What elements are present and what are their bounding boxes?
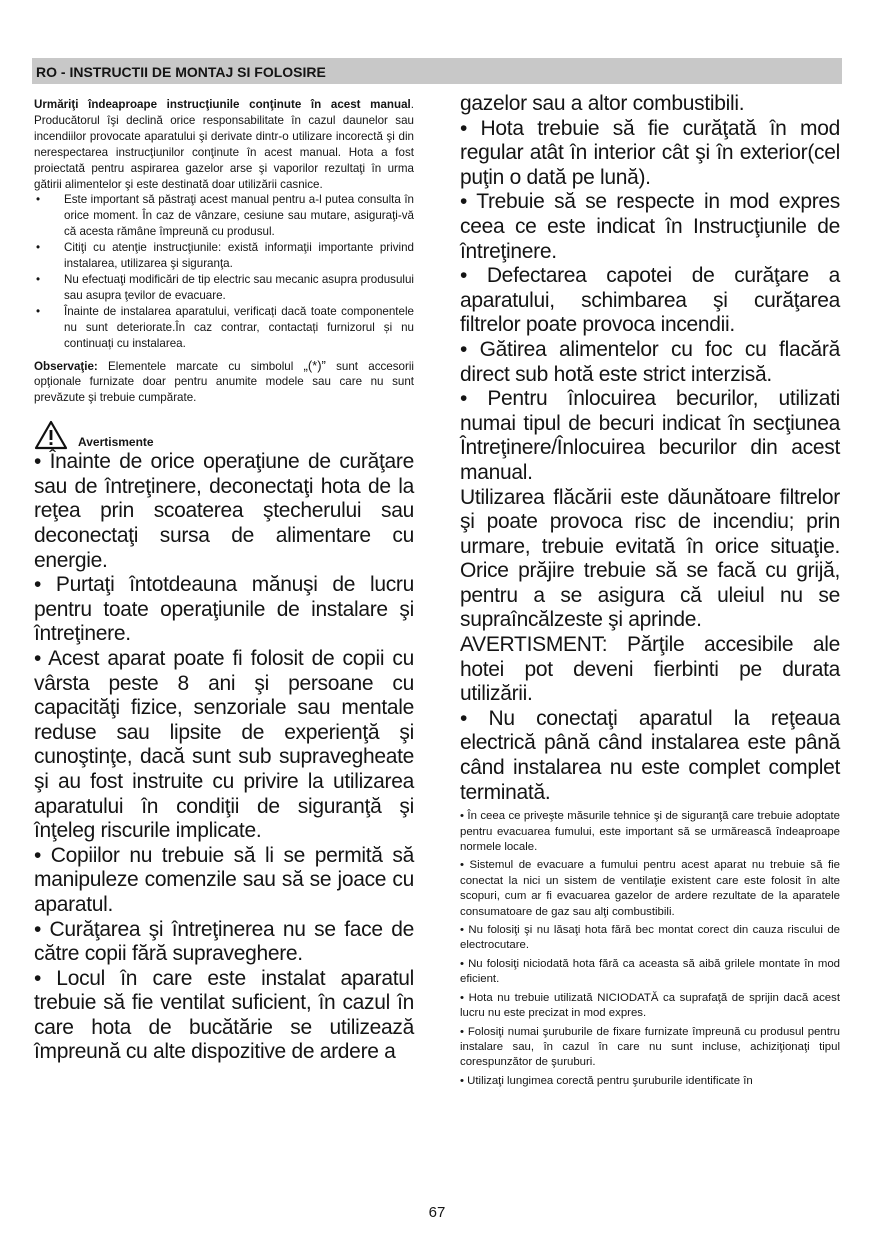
warning-paragraph: gazelor sau a altor combustibili. (460, 92, 745, 115)
warnings-left-text (34, 450, 414, 1065)
warning-paragraph: • Curăţarea şi întreţinerea nu se face de către copii fără supraveghere. (34, 917, 414, 966)
intro-bullet-list (34, 192, 414, 351)
note-paragraph: • În ceea ce priveşte măsurile tehnice şi de siguranţă care trebuie adoptate pentru evacuarea fumului, este important să se urmărească îndeaproape normele locale. (460, 810, 840, 854)
warning-triangle-icon (34, 420, 68, 450)
warning-paragraph: • Defectarea capotei de curăţare a aparatului, schimbarea şi curăţarea filtrelor poate provoca incendii. (460, 264, 840, 337)
note-paragraph: • Hota nu trebuie utilizată NICIODATĂ ca suprafaţă de sprijin dacă acest lucru nu este precizat in mod expres. (460, 991, 840, 1020)
observation-note (34, 358, 414, 407)
left-column (34, 97, 414, 1065)
intro-paragraph (34, 97, 414, 192)
note-paragraph: • Nu folosiţi şi nu lăsaţi hota fără bec montat corect din cauza riscului de electrocutare. (460, 924, 840, 952)
warning-paragraph: • Pentru înlocuirea becurilor, utilizati numai tipul de becuri indicat în secţiunea Întreţinere/Înlocuirea becurilor din acest manual. (460, 387, 840, 484)
list-item: • Înainte de instalarea aparatului, verificați dacă toate componentele nu sunt deteriorate.În caz contrar, contactați furnizorul și nu continuați cu instalarea. (34, 304, 414, 352)
warning-paragraph: AVERTISMENT: Părţile accesibile ale hotei pot deveni fierbinti pe durata utilizării. (460, 633, 840, 706)
warning-paragraph: Utilizarea flăcării este dăunătoare filtrelor şi poate provoca risc de incendiu; prin urmare, trebuie evitată în orice situaţie. Orice prăjire trebuie să se facă cu grijă, pentru a se asigura că uleiul nu se supraîncălzeste şi aprinde. (460, 485, 840, 632)
warning-paragraph: • Trebuie să se respecte in mod expres ceea ce este indicat în Instrucţiunile de întreţinere. (460, 190, 840, 263)
intro-text: . Producătorul îşi declină orice responsabilitate în cazul daunelor sau incendiilor provocate aparatului şi derivate dintr-o utilizare incorectă şi din nerespectarea instrucţiunilor conţinute în acest manual. Hota a fost proiectată pentru aspirarea gazelor arse şi vaporilor rezultaţi în urma gătirii alimentelor şi este destinată doar utilizării casnice. (34, 98, 414, 191)
list-item: • Citiţi cu atenţie instrucţiunile: există informaţii importante privind instalarea, utilizarea şi siguranţa. (34, 240, 414, 272)
warning-paragraph: • Înainte de orice operaţiune de curăţare sau de întreţinere, deconectaţi hota de la reţea prin scoaterea ştecherului sau deconectaţi sursa de alimentare cu energie. (34, 450, 414, 572)
warning-paragraph: • Purtaţi întotdeauna mănuşi de lucru pentru toate operaţiunile de instalare şi întreţinere. (34, 573, 414, 646)
page-number: 67 (428, 1204, 446, 1221)
observation-text-after: sunt accesorii opţionale furnizate doar pentru anumite modele sau care nu sunt prevăzute şi trebuie cumpărate. (34, 359, 414, 405)
note-paragraph: • Nu folosiţi niciodată hota fără ca aceasta să aibă grilele montate în mod eficient. (460, 957, 840, 986)
intro-bold-lead: Urmăriţi îndeaproape instrucţiunile conţinute în acest manual (34, 98, 411, 111)
notes-right-text (460, 809, 840, 1089)
right-column (460, 92, 840, 1092)
warning-paragraph: • Gătirea alimentelor cu foc cu flacără direct sub hotă este strict interzisă. (460, 337, 840, 386)
observation-text-before: Elementele marcate cu simbolul (97, 359, 304, 373)
warning-paragraph: • Locul în care este instalat aparatul trebuie să fie ventilat suficient, în cazul în care hota de bucătărie se utilizează împreună cu alte dispozitive de ardere a (34, 966, 414, 1064)
list-item: • Este important să păstraţi acest manual pentru a-l putea consulta în orice moment. În caz de vânzare, cesiune sau mutare, asiguraţi-vă că acesta rămâne împreună cu produsul. (34, 192, 414, 240)
warning-paragraph: • Nu conectaţi aparatul la reţeaua electrică până când instalarea este până când instalarea nu este complet complet terminată. (460, 706, 840, 804)
warning-paragraph: • Hota trebuie să fie curăţată în mod regular atât în interior cât şi în exterior(cel puţin o dată pe lună). (460, 116, 840, 189)
observation-label: Observaţie: (34, 359, 98, 373)
warnings-heading (34, 420, 414, 450)
warning-paragraph: • Copiilor nu trebuie să li se permită să manipuleze comenzile sau să se joace cu aparatul. (34, 843, 414, 916)
warnings-title: Avertismente (78, 435, 154, 450)
warning-paragraph: • Acest aparat poate fi folosit de copii cu vârsta peste 8 ani şi persoane cu capacităţi fizice, senzoriale sau mentale reduse sau lipsite de experienţă şi cunoştinţe, dacă sunt sub supravegheate şi au fost instruite cu privire la utilizarea aparatului în condiţii de siguranţă şi înţeleg riscurile implicate. (34, 646, 414, 843)
note-paragraph: • Folosiţi numai şuruburile de fixare furnizate împreună cu produsul pentru instalare sau, în cazul în care nu sunt incluse, achiziţionaţi tipul corespunzător de şuruburi. (460, 1025, 840, 1069)
optional-symbol: „(*)” (303, 357, 326, 373)
note-paragraph: • Sistemul de evacuare a fumului pentru acest aparat nu trebuie să fie conectat la nici un sistem de ventilaţie existent care este folosit în alte scopuri, cum ar fi evacuarea gazelor de ardere rezultate de la aparatele consumatoare de gaz sau alţi combustibili. (460, 859, 840, 918)
note-paragraph: • Utilizaţi lungimea corectă pentru şuruburile identificate în (460, 1074, 753, 1087)
warnings-right-text (460, 92, 840, 805)
section-title: RO - INSTRUCTII DE MONTAJ SI FOLOSIRE (36, 64, 326, 80)
list-item: • Nu efectuaţi modificări de tip electric sau mecanic asupra produsului sau asupra ţevilor de evacuare. (34, 272, 414, 304)
section-header (32, 58, 842, 84)
